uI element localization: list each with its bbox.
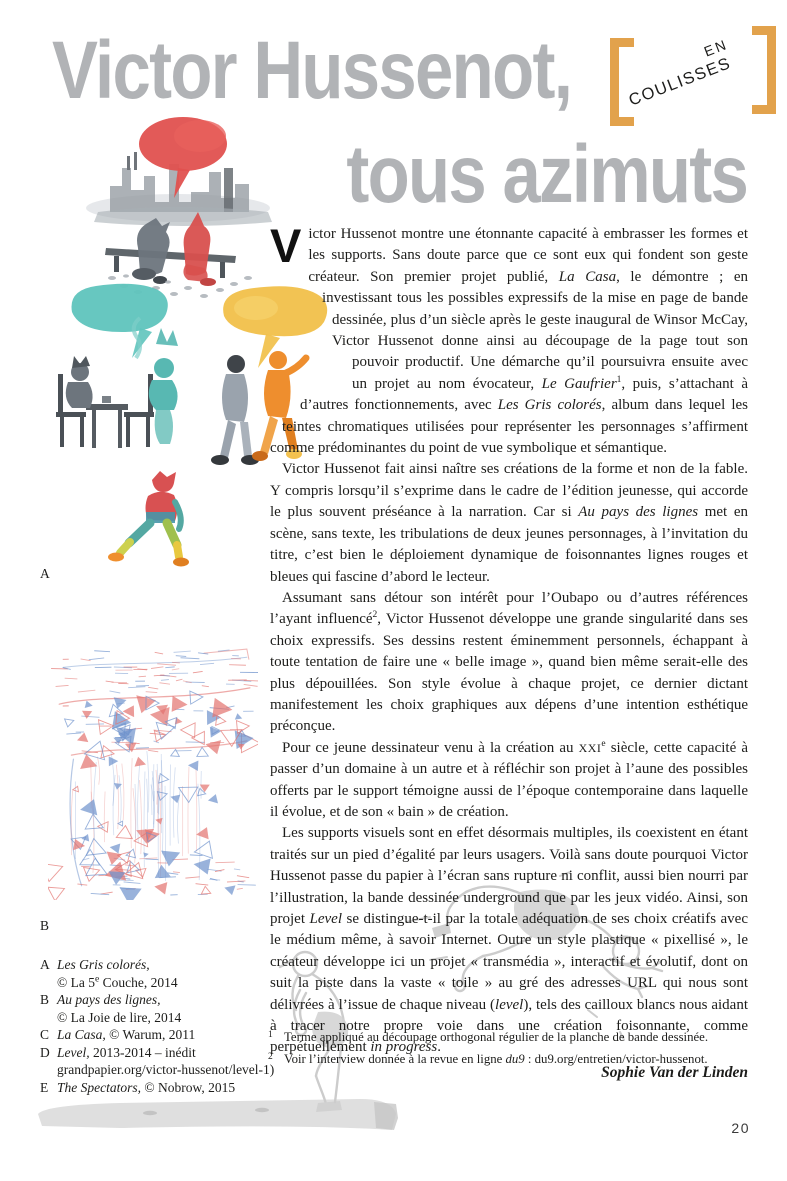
text-segment: Terme appliqué au découpage orthogonal régulier de la planche de bande dessinée. [284, 1030, 709, 1044]
text-segment: : du9.org/entretien/victor-hussenot. [524, 1052, 708, 1066]
figure-captions-list [40, 956, 280, 1096]
text-segment: Les Gris colorés, [57, 957, 150, 972]
paragraph [270, 588, 748, 738]
text-segment: Victor Hussenot fait ainsi naître ses créations de la forme et non de la fable. Y compris lorsqu’il s’exprime dans le cadre de l’édition jeunesse, qui accorde le plus souvent préséance à la narration. Car si [270, 461, 748, 521]
section-badge [606, 24, 778, 124]
text-segment: siècle, cette capacité à passer d’un domaine à un autre et à réfléchir son projet à l’aune des possibles offerts par le support témoigne aussi de l’époque contemporaine dans laquelle il évolue, et de son « bain » de création. [270, 739, 748, 820]
text-segment: e [95, 974, 100, 984]
drop-cap: V [270, 219, 302, 272]
text-segment: Le Gaufrier [541, 375, 617, 392]
text-segment: , le démontre ; en investissant tous les possibles expressifs de la mise en page de bande dessinée, plus d’un siècle après le geste inaugural de Winsor McCay, Victor Hussenot donne ainsi au découpage de la page tout son pouvoir productif. Une démarche qu’il poursuivra ensuite avec un projet au nom évocateur, [322, 268, 749, 392]
footnote [268, 1048, 760, 1070]
caption-item [40, 1079, 280, 1097]
text-segment: Au pays des lignes [578, 504, 699, 521]
diving-board [38, 1099, 398, 1130]
footnotes [268, 1026, 760, 1070]
cliff-drawing-illustration-b [48, 645, 258, 900]
page-title-line2: tous azimuts [346, 129, 747, 220]
caption-text [57, 956, 178, 991]
caption-letter: A [40, 957, 50, 972]
badge-word-bottom: COULISSES [626, 54, 734, 110]
article-body [270, 219, 749, 1083]
text-segment: La Casa [558, 268, 617, 285]
text-segment: Au pays des lignes, [57, 992, 161, 1007]
badge-word-top: EN [701, 35, 731, 60]
caption-letter: B [40, 992, 50, 1007]
caption-item [40, 991, 280, 1026]
caption-text [57, 1079, 235, 1097]
text-segment: La Casa, [57, 1027, 106, 1042]
footnote-number: 2 [268, 1052, 273, 1062]
text-segment: level [495, 996, 524, 1013]
text-segment: Level [309, 911, 342, 927]
figure-label-b: B [40, 918, 50, 933]
teal-creature [149, 328, 178, 444]
footnote-text [284, 1048, 708, 1070]
paragraphs [270, 459, 748, 1058]
text-segment: © Nobrow, 2015 [141, 1079, 236, 1095]
text-segment: XXI [578, 740, 602, 755]
caption-text [57, 1026, 195, 1044]
caption-text [57, 1044, 274, 1079]
text-segment: in progress [370, 1039, 438, 1056]
figure-label-a: A [40, 566, 50, 581]
text-segment: Assumant sans détour son intérêt pour l’Oubapo ou d’autres références l’ayant influencé [270, 589, 748, 628]
rainbow-walker [108, 471, 189, 567]
gray-patron [66, 356, 93, 408]
text-segment: Les supports visuels sont en effet désormais multiples, ils coexistent en étant traités sur un pied d’égalité par leurs usagers. Voilà sans doute pourquoi Victor Hussenot passe du papier à l’écran sans rupture ni conflit, aussi bien nourri par l’illustration, la bande dessinée underground que par les jeux vidéo. Ainsi, son projet [270, 825, 748, 927]
text-segment: , Victor Hussenot développe une grande singularité dans ses choix expressifs. Ses dessins restent éminemment personnels, échappant à toute tentation de faire une « belle image », quand bien même serait-elle des plus dépouillées. Son style évolue à chaque projet, ce dernier dictant manifestement les choix graphiques aux dépens d’une intention esthétique préconçue. [270, 611, 748, 735]
page-title-line1: Victor Hussenot, [52, 25, 572, 116]
text-segment: ictor Hussenot montre une étonnante capacité à embrasser les formes et les supports. Sans doute parce que ce sont eux qui fondent son geste créateur. Son premier projet publié, [308, 226, 748, 285]
paragraph [270, 459, 748, 587]
text-segment: Pour ce jeune dessinateur venu à la création au [282, 739, 579, 756]
text-segment: © La Joie de lire, 2014 [57, 1009, 182, 1025]
text-segment: 2013-2014 – inédit [89, 1044, 196, 1060]
paragraph [270, 823, 748, 1058]
text-segment: The Spectators, [57, 1079, 141, 1095]
caption-item [40, 956, 280, 991]
text-segment: Level, [57, 1044, 90, 1060]
text-segment: e [601, 738, 606, 749]
text-segment: Couche, 2014 [99, 974, 178, 990]
footnote [268, 1026, 760, 1048]
gray-walker [211, 355, 259, 465]
text-segment: , album dans lequel les teintes chromatiques utilisées pour représenter les personnages s’affirment comme prédominantes du point de vue symbolique et sémantique. [270, 397, 748, 457]
footnote-text [284, 1026, 708, 1048]
footnote-number: 1 [268, 1030, 273, 1040]
page-number: 20 [731, 1120, 750, 1136]
caption-letter: C [40, 1027, 50, 1042]
text-segment: se distingue-t-il par la totale adéquation de ses choix créatifs avec le médium même, à savoir Internet. Outre un style plastique « pixellisé », le créateur développe ici un projet « transmédia », interactif et évolutif, dont on suit la piste dans la vaste « toile » au gré des adresses URL qui nous sont délivrées à l’issue de chaque niveau ( [270, 911, 748, 1013]
caption-text [57, 991, 181, 1026]
text-segment: , puis, s’attachant à d’autres fonctionnements, avec [300, 375, 748, 414]
right-bracket-icon [752, 26, 776, 114]
caption-letter: E [40, 1079, 49, 1095]
cafe-table-scene [56, 328, 178, 448]
cliff-scribbles [48, 650, 258, 900]
teal-speech-bubble [72, 284, 168, 358]
author-signature: Sophie Van der Linden [601, 1063, 748, 1081]
text-segment: © La 5 [57, 974, 95, 990]
text-segment: Voir l’interview donnée à la revue en ligne [284, 1052, 506, 1066]
text-segment: ), tels des cailloux blancs nous aidant à tracer notre propre voie dans une création foisonnante, comme perpétuellement [270, 996, 748, 1056]
caption-letter: D [40, 1044, 50, 1060]
text-segment: 1 [616, 374, 622, 385]
text-segment: Les Gris colorés [497, 397, 602, 414]
badge-text [620, 27, 762, 111]
text-segment: du9 [505, 1052, 525, 1066]
text-segment: met en scène, sans texte, les tribulations de deux jeunes personnages, à l’invitation du titre, c’est bien le déploiement dynamique de foisonnantes lignes rouges et bleues qui fascine d’abord le lecteur. [270, 504, 749, 585]
caption-item [40, 1026, 280, 1044]
text-segment: 2 [372, 610, 378, 621]
text-segment: . [437, 1039, 441, 1056]
paragraph [270, 738, 748, 824]
text-segment: grandpapier.org/victor-hussenot/level-1) [57, 1062, 275, 1077]
text-segment: © Warum, 2011 [105, 1027, 196, 1042]
paragraph [270, 219, 749, 459]
caption-item [40, 1044, 280, 1079]
